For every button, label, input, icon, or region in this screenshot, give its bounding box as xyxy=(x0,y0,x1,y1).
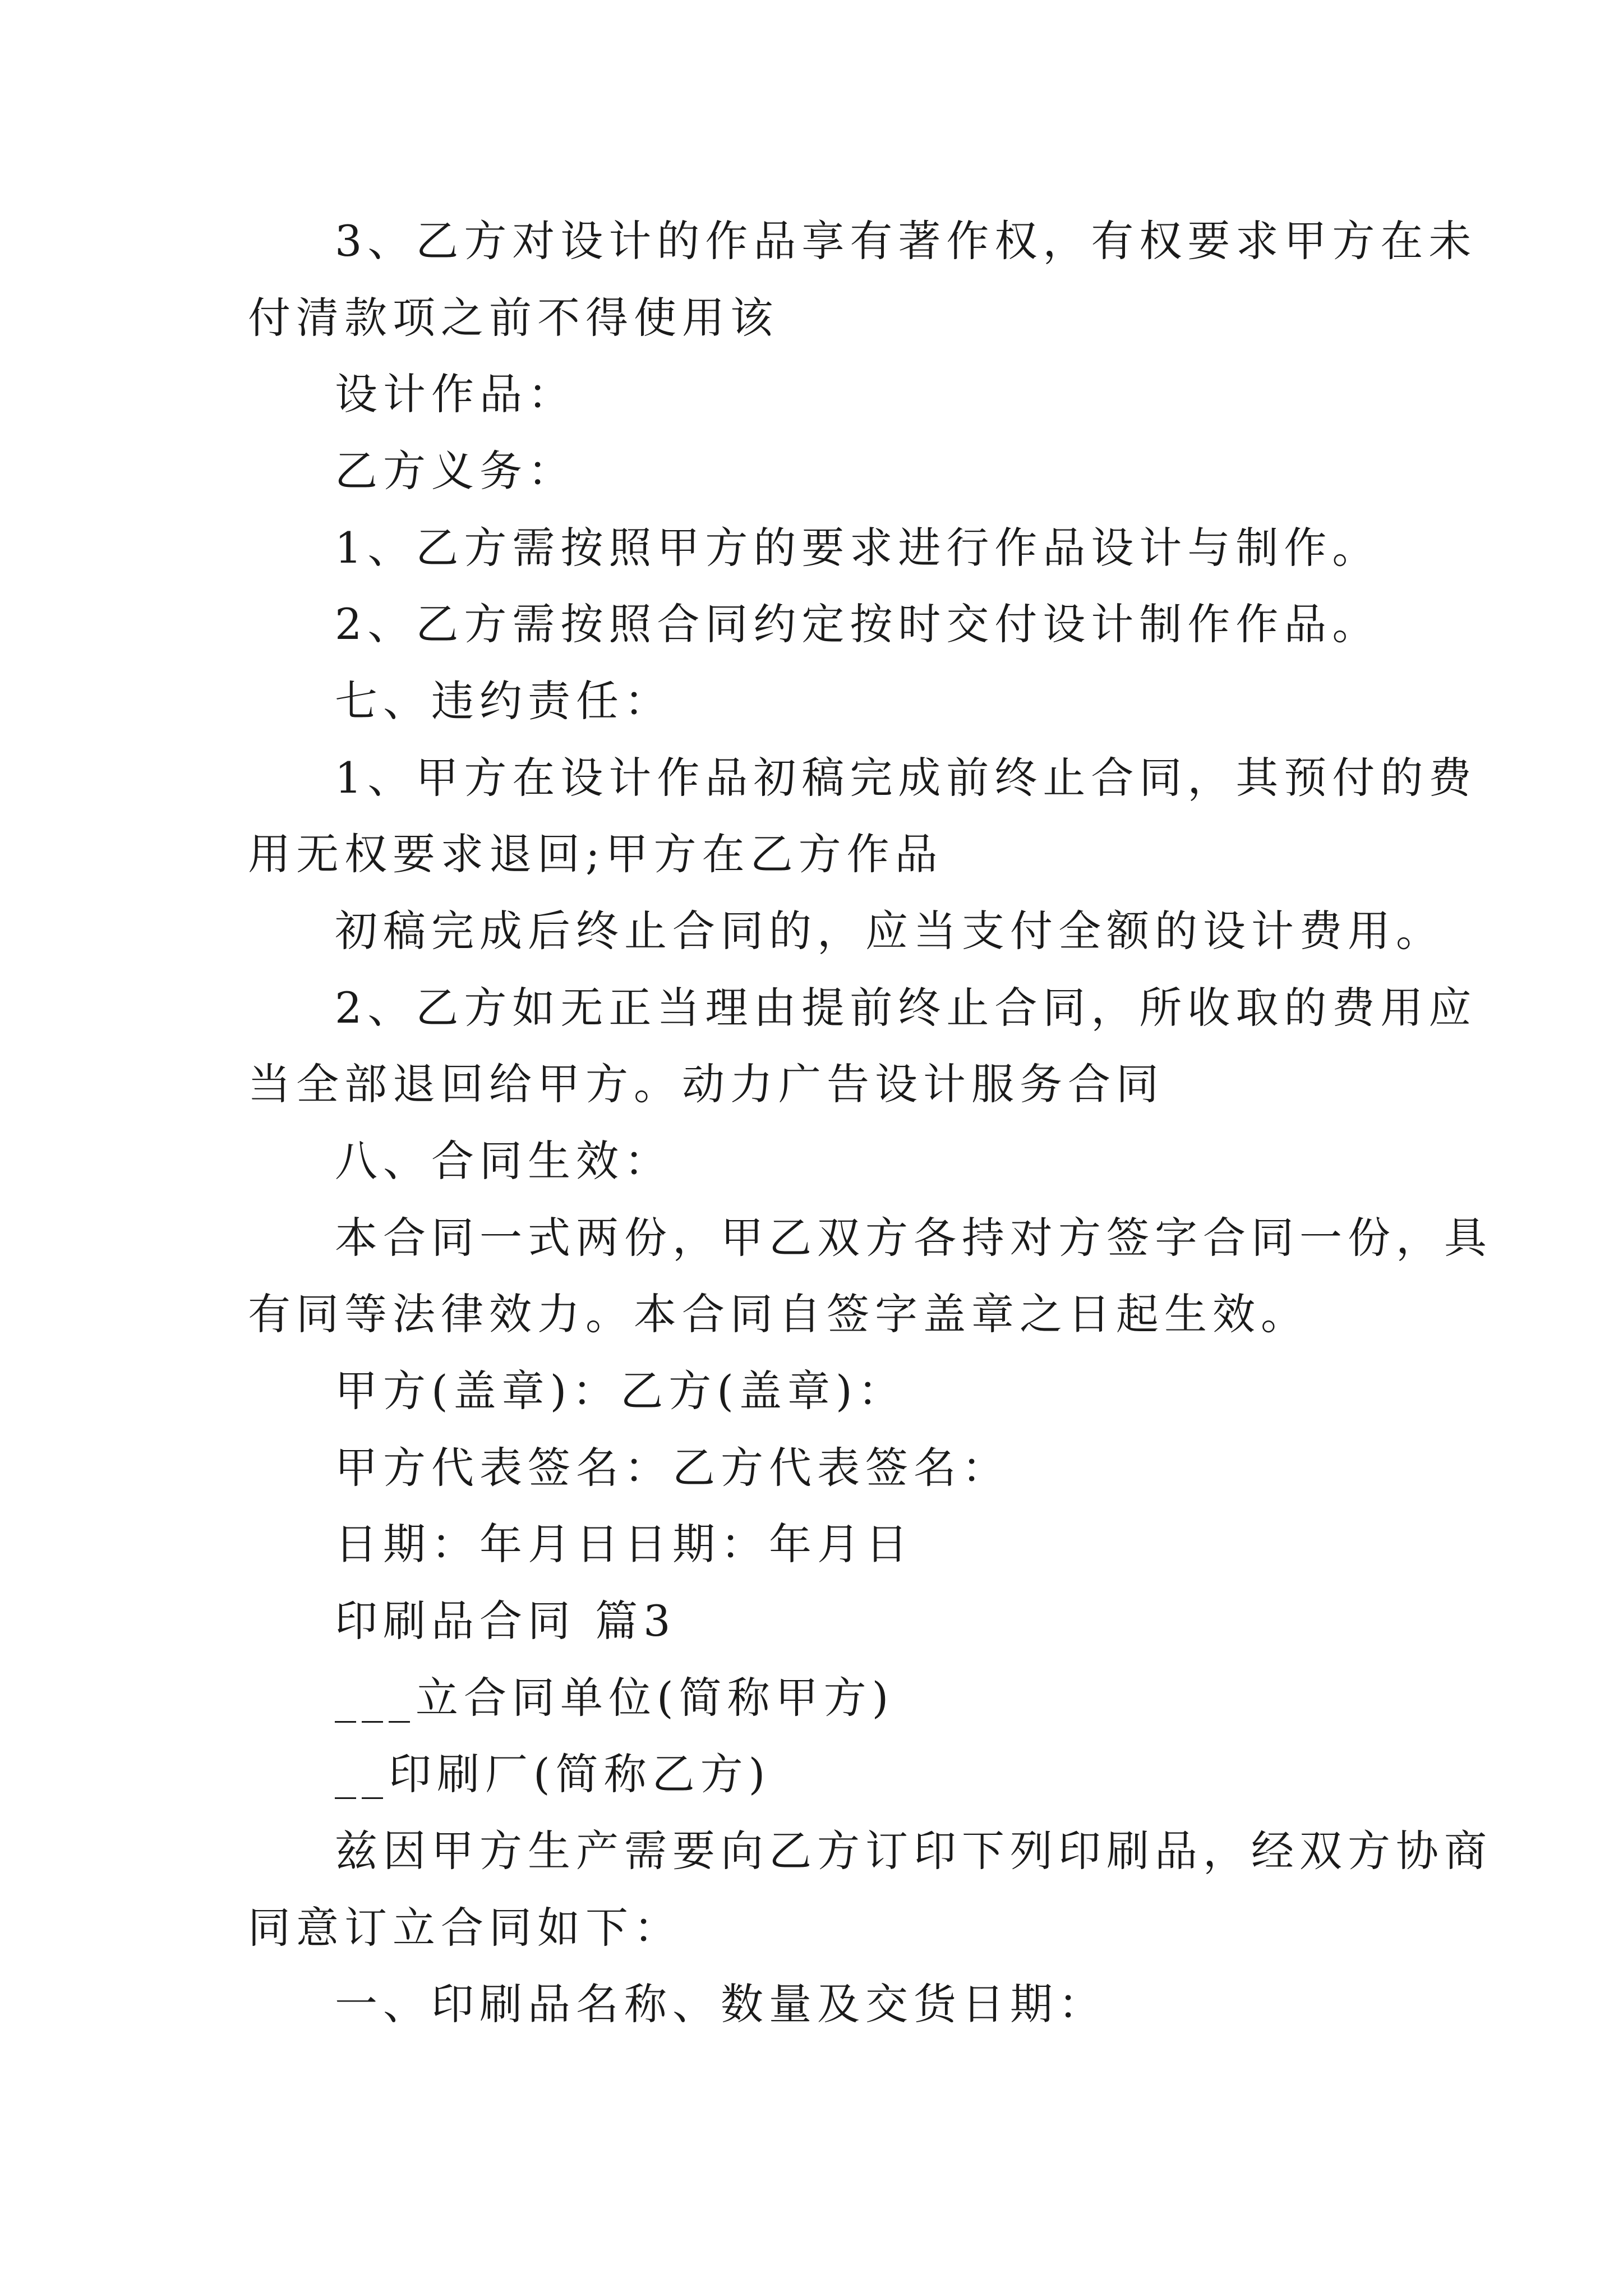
paragraph-line: 兹因甲方生产需要向乙方订印下列印刷品，经双方协商 xyxy=(335,1826,1492,1876)
party-line: ___立合同单位(简称甲方) xyxy=(335,1673,895,1723)
paragraph-line: 本合同一式两份，甲乙双方各持对方签字合同一份，具 xyxy=(335,1213,1492,1263)
paragraph-line: 1、甲方在设计作品初稿完成前终止合同，其预付的费 xyxy=(335,753,1477,803)
section-heading: 八、合同生效： xyxy=(335,1136,672,1186)
paragraph-line: 2、乙方如无正当理由提前终止合同，所收取的费用应 xyxy=(335,983,1477,1033)
paragraph-line: 设计作品： xyxy=(335,369,576,419)
signature-line: 甲方代表签名：乙方代表签名： xyxy=(335,1443,1010,1493)
paragraph-line: 用无权要求退回;甲方在乙方作品 xyxy=(248,829,943,879)
paragraph-line: 有同等法律效力。本合同自签字盖章之日起生效。 xyxy=(248,1289,1309,1339)
date-line: 日期：年月日日期：年月日 xyxy=(335,1519,914,1569)
paragraph-line: 3、乙方对设计的作品享有著作权，有权要求甲方在未 xyxy=(335,216,1477,266)
paragraph-line: 1、乙方需按照甲方的要求进行作品设计与制作。 xyxy=(335,523,1381,573)
party-line: __印刷厂(简称乙方) xyxy=(335,1749,771,1799)
signature-line: 甲方(盖章)：乙方(盖章)： xyxy=(335,1366,906,1416)
paragraph-line: 当全部退回给甲方。动力广告设计服务合同 xyxy=(248,1059,1164,1109)
section-heading: 一、印刷品名称、数量及交货日期： xyxy=(335,1979,1106,2029)
section-heading: 七、违约责任： xyxy=(335,676,672,726)
paragraph-line: 2、乙方需按照合同约定按时交付设计制作作品。 xyxy=(335,599,1381,649)
paragraph-line: 同意订立合同如下： xyxy=(248,1903,682,1953)
paragraph-line: 初稿完成后终止合同的，应当支付全额的设计费用。 xyxy=(335,906,1444,956)
section-heading: 乙方义务： xyxy=(335,446,576,496)
document-title: 印刷品合同 篇3 xyxy=(335,1596,676,1646)
paragraph-line: 付清款项之前不得使用该 xyxy=(248,293,778,343)
